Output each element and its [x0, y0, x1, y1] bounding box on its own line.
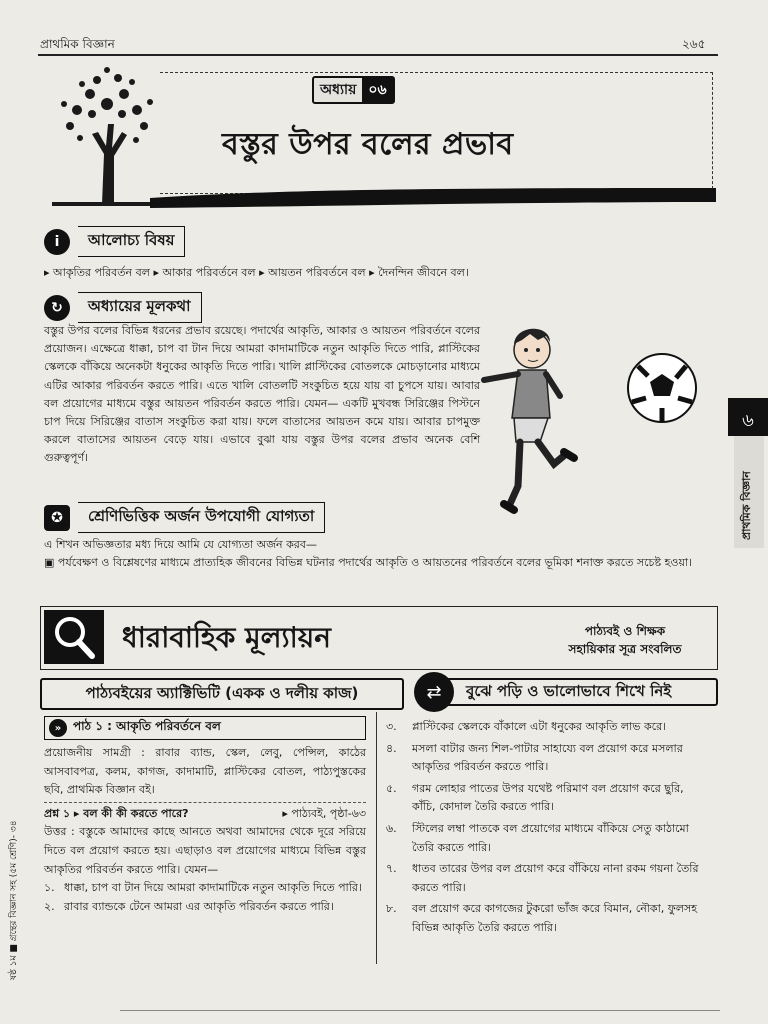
svg-text:৬: ৬: [742, 410, 754, 431]
footer-rule: [120, 1010, 720, 1011]
concept-paragraph: বস্তুর উপর বলের বিভিন্ন ধরনের প্রভাব রয়েছে। পদার্থের আকৃতি, আকার ও আয়তন পরিবর্তনে বলের প্রয়োজন। এক্ষেত্রে ধাক্কা, চাপ বা টান দিয়ে আমরা কাদামাটিকে নতুন আকৃতি দিতে পারি, প্লাস্টিকের স্কেলকে বাঁকিয়ে অনেকটা ধনুকের আকৃতি দিতে পারি। খালি প্লাস্টিকের বোতলকে মোচড়ানোর মাধ্যমে এটির আকার পরিবর্তন করতে পারি। এতে খালি বোতলটি সংকুচিত হয়ে যায় বা চুপসে যায়। আবার বল প্রয়োগের মাধ্যমে বস্তুর আয়তন পরিবর্তন করতে পারি। যেমন— একটি মুখবন্ধ সিরিঞ্জের পিস্টনে চাপ দিয়ে সিরিঞ্জের বাতাস সংকুচিত করা যায়। ফলে বাতাসের আয়তন কমে যায়। আবার চাপমুক্ত করলে বাতাসের আয়তন বেড়ে যায়। এভাবে বুঝা যায় বস্তুর উপর বলের প্রভাব অনেক বেশি গুরুত্বপূর্ণ।: [44, 324, 480, 465]
lesson-title: পাঠ ১ : আকৃতি পরিবর্তনে বল: [73, 719, 221, 733]
topic-item: আকার পরিবর্তনে বল: [162, 266, 256, 279]
list-item-number: ৪.: [386, 741, 397, 755]
materials-text: প্রয়োজনীয় সামগ্রী : রাবার ব্যান্ড, স্কেল, লেবু, পেন্সিল, কাঠের আসবাবপত্র, কলম, কাগজ, কাদামাটি, প্লাস্টিকের বোতল, পাঠ্যপুস্তকের ছবি, প্রাথমিক বিজ্ঞান বই।: [44, 746, 366, 797]
swap-arrows-icon: ⇄: [414, 672, 454, 712]
assessment-subtitle-line2: সহায়িকার সূত্র সংবলিত: [568, 642, 682, 656]
competency-intro: এ শিখন অভিজ্ঞতার মধ্য দিয়ে আমি যে যোগ্যতা অর্জন করব—: [44, 538, 317, 551]
topics-list: ▸ আকৃতির পরিবর্তন বল ▸ আকার পরিবর্তনে বল ▸ আয়তন পরিবর্তনে বল ▸ দৈনন্দিন জীবনে বল।: [44, 266, 469, 279]
margin-note-text: ষষ্ঠ ১ম ■ গ্রন্থের বিজ্ঞান সহ (৫ম শ্রেণি)- ৩৪: [9, 820, 19, 980]
topics-heading-text: আলোচ্য বিষয়: [78, 226, 185, 257]
question-text: প্রশ্ন ১ ▸ বল কী কী করতে পারে?: [44, 806, 189, 820]
double-chevron-icon: »: [49, 719, 67, 737]
chapter-number: ০৬: [362, 78, 392, 102]
header-rule: [38, 54, 718, 56]
chapter-title: বস্তুর উপর বলের প্রভাব: [222, 127, 514, 162]
assessment-subtitle-line1: পাঠ্যবই ও শিক্ষক: [584, 624, 666, 638]
list-item-text: রাবার ব্যান্ডকে টেনে আমরা এর আকৃতি পরিবর্তন করতে পারি।: [64, 899, 334, 913]
understand-learn-label: বুঝে পড়ি ও ভালোভাবে শিখে নিই: [424, 678, 718, 706]
competency-item: [44, 554, 720, 572]
list-item: [386, 780, 710, 817]
question-reference: ▸ পাঠ্যবই, পৃষ্ঠা-৬৩: [282, 806, 366, 820]
checkbox-icon: ▣: [44, 556, 58, 569]
list-item-number: ৩.: [386, 720, 397, 733]
boy-kicking-ball-illustration: [480, 318, 710, 528]
list-item-number: ৭.: [386, 862, 397, 876]
list-item: [386, 860, 710, 897]
column-divider: [376, 712, 377, 964]
list-item-number: ৮.: [386, 902, 397, 916]
list-item: [386, 718, 710, 737]
pin-icon: i: [44, 229, 70, 255]
topic-item: দৈনন্দিন জীবনে বল।: [378, 266, 469, 279]
assessment-title: ধারাবাহিক মূল্যায়ন: [122, 621, 331, 654]
assessment-subtitle: [540, 622, 710, 658]
page-number: ২৬৫: [682, 37, 706, 51]
brush-stroke-divider: [150, 186, 716, 214]
answer-text: উত্তর : বস্তুকে আমাদের কাছে আনতে অথবা আমাদের থেকে দূরে সরিয়ে দিতে বল প্রয়োগ করতে হয়। এছাড়াও বল প্রয়োগের মাধ্যমে বিভিন্ন বস্তুর আকৃতির পরিবর্তন করতে পারি। যেমন—: [44, 825, 366, 876]
competency-item-text: পর্যবেক্ষণ ও বিশ্লেষণের মাধ্যমে প্রাত্যহিক জীবনের বিভিন্ন ঘটনার পদার্থের আকৃতি ও আয়তনের পরিবর্তনে বলের ভূমিকা শনাক্ত করতে সচেষ্ট হওয়া।: [57, 556, 693, 569]
side-tab-label: প্রাথমিক বিজ্ঞান: [740, 471, 753, 540]
list-item-number: ১.: [44, 881, 55, 895]
list-item-text: বল প্রয়োগ করে কাগজের টুকরো ভাঁজ করে বিমান, নৌকা, ফুলসহ বিভিন্ন আকৃতি তৈরি করতে পারি।: [412, 902, 698, 934]
list-item-text: গরম লোহার পাতের উপর যথেষ্ট পরিমাণ বল প্রয়োগ করে ছুরি, কাঁচি, কোদাল তৈরি করতে পারি।: [412, 781, 684, 814]
list-item: [44, 879, 366, 898]
list-item: [386, 740, 710, 777]
refresh-icon: ↻: [44, 295, 70, 321]
side-tab-label-wrap: [738, 440, 758, 540]
chapter-number-tag: [312, 76, 395, 104]
question-row: [44, 802, 366, 824]
tree-illustration: [52, 64, 162, 210]
lesson-right-column: [386, 718, 710, 941]
list-item-text: প্লাস্টিকের স্কেলকে বাঁকালে এটা ধনুকের আকৃতি লাভ করে।: [412, 720, 667, 733]
list-item-number: ৬.: [386, 821, 397, 835]
list-item: [386, 820, 710, 857]
magnifier-icon-box: [44, 610, 104, 664]
competency-heading-text: শ্রেণিভিত্তিক অর্জন উপযোগী যোগ্যতা: [78, 502, 325, 533]
textbook-activity-label: পাঠ্যবইয়ের অ্যাক্টিভিটি (একক ও দলীয় কাজ): [40, 678, 404, 710]
competency-heading: [44, 502, 325, 533]
list-item: [44, 898, 366, 917]
list-item-text: মসলা বাটার জন্য শিল-পাটার সাহায্যে বল প্রয়োগ করে মসলার আকৃতির পরিবর্তন করতে পারি।: [412, 741, 683, 774]
badge-icon: ✪: [44, 505, 70, 531]
topic-item: আয়তন পরিবর্তনে বল: [268, 266, 366, 279]
topics-heading: [44, 226, 185, 257]
topic-item: আকৃতির পরিবর্তন বল: [53, 266, 150, 279]
list-item-number: ৫.: [386, 781, 397, 795]
list-item-text: ধাতব তারের উপর বল প্রয়োগ করে বাঁকিয়ে নানা রকম গয়না তৈরি করতে পারি।: [412, 862, 699, 894]
margin-note: [6, 780, 30, 980]
running-header-subject: প্রাথমিক বিজ্ঞান: [40, 37, 115, 51]
list-item-text: ধাক্কা, চাপ বা টান দিয়ে আমরা কাদামাটিকে নতুন আকৃতি দিতে পারি।: [64, 881, 362, 895]
list-item-number: ২.: [44, 899, 55, 913]
list-item: [386, 900, 710, 937]
lesson-left-column: [44, 744, 366, 916]
chapter-label: অধ্যায়: [320, 82, 357, 98]
concept-heading-text: অধ্যায়ের মূলকথা: [78, 292, 202, 323]
list-item-text: স্টিলের লম্বা পাতকে বল প্রয়োগের মাধ্যমে বাঁকিয়ে সেতু কাঠামো তৈরি করতে পারি।: [412, 821, 689, 854]
magnifier-icon: [44, 610, 104, 664]
lesson-heading: [44, 716, 366, 740]
concept-heading: [44, 292, 202, 323]
